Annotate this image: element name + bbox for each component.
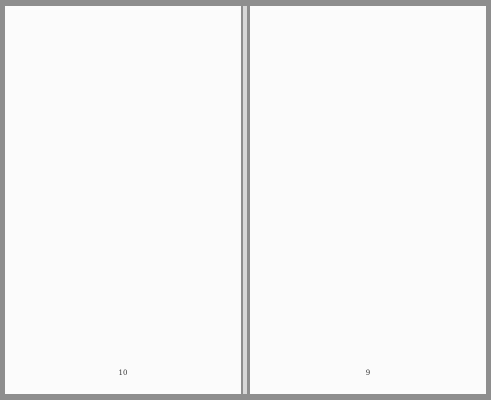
right-page	[250, 6, 486, 394]
right-page-number: 9	[365, 369, 371, 377]
right-page-text-block	[266, 38, 470, 344]
right-page-body	[266, 38, 470, 344]
left-page-number: 10	[118, 369, 128, 377]
left-page	[5, 6, 241, 394]
left-page-text-block	[21, 38, 225, 344]
page-gutter	[243, 6, 247, 394]
left-page-body	[21, 38, 225, 344]
